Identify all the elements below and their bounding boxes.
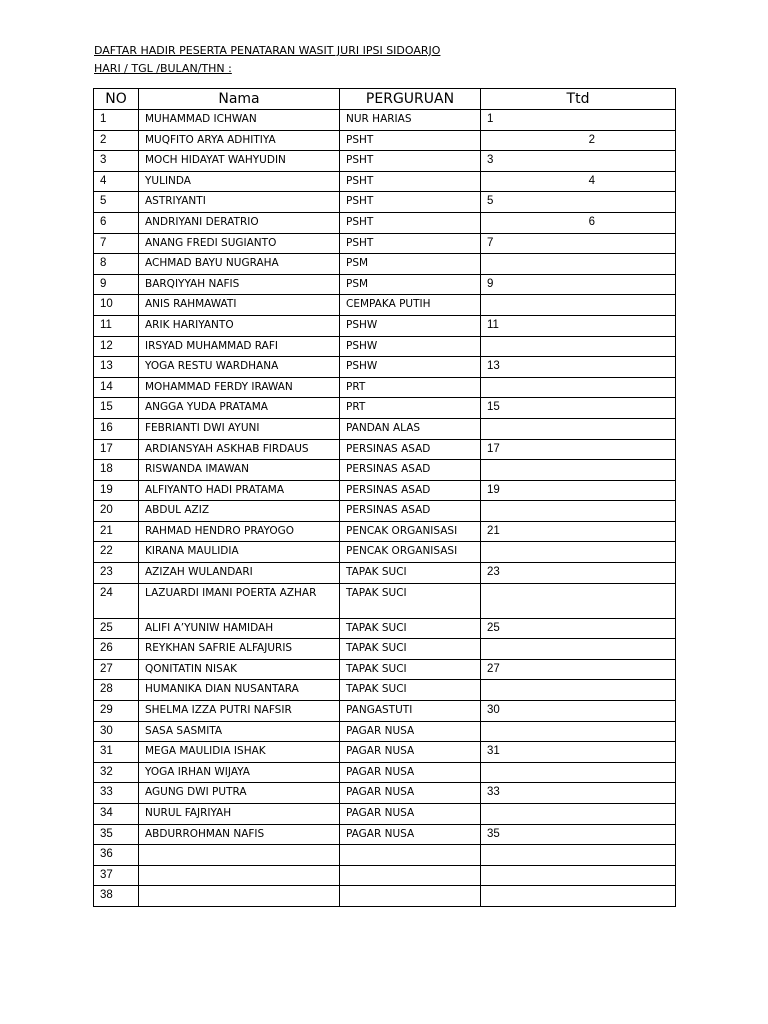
cell-nama: ARIK HARIYANTO: [139, 315, 340, 336]
cell-perguruan: PSHW: [340, 315, 481, 336]
cell-nama: FEBRIANTI DWI AYUNI: [139, 418, 340, 439]
header-nama: Nama: [139, 89, 340, 110]
cell-nama: [139, 865, 340, 886]
cell-perguruan: [340, 845, 481, 866]
cell-ttd: 13: [481, 357, 676, 378]
document-header: [94, 42, 440, 78]
cell-nama: YOGA RESTU WARDHANA: [139, 357, 340, 378]
cell-no: 13: [94, 357, 139, 378]
header-ttd: Ttd: [481, 89, 676, 110]
cell-no: 34: [94, 804, 139, 825]
cell-nama: ARDIANSYAH ASKHAB FIRDAUS: [139, 439, 340, 460]
cell-ttd: [481, 721, 676, 742]
cell-no: 5: [94, 192, 139, 213]
cell-perguruan: TAPAK SUCI: [340, 659, 481, 680]
cell-nama: QONITATIN NISAK: [139, 659, 340, 680]
cell-no: 36: [94, 845, 139, 866]
cell-perguruan: PSHT: [340, 192, 481, 213]
cell-no: 15: [94, 398, 139, 419]
cell-perguruan: CEMPAKA PUTIH: [340, 295, 481, 316]
cell-nama: RAHMAD HENDRO PRAYOGO: [139, 521, 340, 542]
cell-no: 20: [94, 501, 139, 522]
cell-no: 8: [94, 254, 139, 275]
table-row: [94, 886, 676, 907]
document-subtitle: HARI / TGL /BULAN/THN :: [94, 62, 232, 75]
table-header-row: [94, 89, 676, 110]
cell-perguruan: PENCAK ORGANISASI: [340, 542, 481, 563]
cell-nama: YULINDA: [139, 171, 340, 192]
cell-nama: AZIZAH WULANDARI: [139, 563, 340, 584]
cell-nama: MOCH HIDAYAT WAHYUDIN: [139, 151, 340, 172]
table-row: [94, 418, 676, 439]
cell-no: 7: [94, 233, 139, 254]
cell-no: 9: [94, 274, 139, 295]
table-row: [94, 721, 676, 742]
table-row: [94, 639, 676, 660]
cell-perguruan: PSM: [340, 274, 481, 295]
cell-ttd: 5: [481, 192, 676, 213]
cell-no: 38: [94, 886, 139, 907]
cell-perguruan: PSM: [340, 254, 481, 275]
table-row: [94, 742, 676, 763]
table-row: [94, 151, 676, 172]
cell-perguruan: PSHT: [340, 233, 481, 254]
cell-perguruan: PSHT: [340, 130, 481, 151]
table-row: [94, 618, 676, 639]
cell-ttd: 30: [481, 701, 676, 722]
cell-perguruan: PSHW: [340, 336, 481, 357]
cell-perguruan: TAPAK SUCI: [340, 563, 481, 584]
cell-ttd: 2: [481, 130, 676, 151]
cell-nama: HUMANIKA DIAN NUSANTARA: [139, 680, 340, 701]
cell-no: 23: [94, 563, 139, 584]
cell-nama: SHELMA IZZA PUTRI NAFSIR: [139, 701, 340, 722]
table-row: [94, 274, 676, 295]
cell-no: 18: [94, 460, 139, 481]
cell-nama: IRSYAD MUHAMMAD RAFI: [139, 336, 340, 357]
cell-nama: ANIS RAHMAWATI: [139, 295, 340, 316]
cell-nama: SASA SASMITA: [139, 721, 340, 742]
cell-nama: [139, 886, 340, 907]
cell-no: 30: [94, 721, 139, 742]
table-row: [94, 254, 676, 275]
table-row: [94, 762, 676, 783]
cell-ttd: [481, 804, 676, 825]
table-row: [94, 460, 676, 481]
cell-ttd: [481, 886, 676, 907]
table-row: [94, 357, 676, 378]
cell-perguruan: PENCAK ORGANISASI: [340, 521, 481, 542]
cell-ttd: 19: [481, 480, 676, 501]
cell-perguruan: PSHW: [340, 357, 481, 378]
cell-perguruan: PANGASTUTI: [340, 701, 481, 722]
cell-ttd: 4: [481, 171, 676, 192]
cell-perguruan: PRT: [340, 398, 481, 419]
cell-nama: MUQFITO ARYA ADHITIYA: [139, 130, 340, 151]
cell-ttd: [481, 680, 676, 701]
cell-ttd: 3: [481, 151, 676, 172]
cell-ttd: 23: [481, 563, 676, 584]
cell-perguruan: PERSINAS ASAD: [340, 480, 481, 501]
cell-nama: AGUNG DWI PUTRA: [139, 783, 340, 804]
cell-ttd: [481, 762, 676, 783]
table-row: [94, 680, 676, 701]
cell-perguruan: TAPAK SUCI: [340, 583, 481, 618]
cell-ttd: 6: [481, 212, 676, 233]
cell-nama: ASTRIYANTI: [139, 192, 340, 213]
cell-ttd: [481, 865, 676, 886]
header-no: NO: [94, 89, 139, 110]
table-row: [94, 171, 676, 192]
table-row: [94, 701, 676, 722]
cell-ttd: 11: [481, 315, 676, 336]
cell-no: 31: [94, 742, 139, 763]
cell-no: 32: [94, 762, 139, 783]
cell-nama: LAZUARDI IMANI POERTA AZHAR: [139, 583, 340, 618]
cell-no: 10: [94, 295, 139, 316]
cell-no: 27: [94, 659, 139, 680]
cell-no: 11: [94, 315, 139, 336]
cell-ttd: [481, 336, 676, 357]
cell-ttd: 7: [481, 233, 676, 254]
cell-ttd: [481, 583, 676, 618]
cell-no: 35: [94, 824, 139, 845]
cell-nama: KIRANA MAULIDIA: [139, 542, 340, 563]
cell-perguruan: NUR HARIAS: [340, 110, 481, 131]
cell-ttd: 27: [481, 659, 676, 680]
cell-perguruan: PAGAR NUSA: [340, 762, 481, 783]
cell-nama: REYKHAN SAFRIE ALFAJURIS: [139, 639, 340, 660]
cell-perguruan: TAPAK SUCI: [340, 680, 481, 701]
cell-ttd: [481, 501, 676, 522]
cell-no: 24: [94, 583, 139, 618]
cell-ttd: [481, 639, 676, 660]
cell-nama: [139, 845, 340, 866]
cell-no: 33: [94, 783, 139, 804]
table-row: [94, 130, 676, 151]
cell-no: 25: [94, 618, 139, 639]
cell-ttd: [481, 377, 676, 398]
cell-perguruan: PSHT: [340, 212, 481, 233]
cell-no: 6: [94, 212, 139, 233]
cell-nama: NURUL FAJRIYAH: [139, 804, 340, 825]
cell-perguruan: TAPAK SUCI: [340, 618, 481, 639]
table-row: [94, 480, 676, 501]
cell-nama: ANGGA YUDA PRATAMA: [139, 398, 340, 419]
cell-perguruan: PANDAN ALAS: [340, 418, 481, 439]
cell-perguruan: TAPAK SUCI: [340, 639, 481, 660]
cell-ttd: 17: [481, 439, 676, 460]
table-row: [94, 377, 676, 398]
cell-nama: ALIFI A’YUNIW HAMIDAH: [139, 618, 340, 639]
cell-no: 26: [94, 639, 139, 660]
table-row: [94, 398, 676, 419]
table-row: [94, 192, 676, 213]
cell-nama: ABDURROHMAN NAFIS: [139, 824, 340, 845]
table-row: [94, 845, 676, 866]
cell-no: 12: [94, 336, 139, 357]
cell-no: 29: [94, 701, 139, 722]
cell-nama: ABDUL AZIZ: [139, 501, 340, 522]
cell-no: 22: [94, 542, 139, 563]
table-row: [94, 521, 676, 542]
cell-no: 4: [94, 171, 139, 192]
cell-perguruan: PSHT: [340, 151, 481, 172]
table-row: [94, 336, 676, 357]
table-row: [94, 295, 676, 316]
cell-nama: MOHAMMAD FERDY IRAWAN: [139, 377, 340, 398]
cell-perguruan: PAGAR NUSA: [340, 721, 481, 742]
cell-nama: ANDRIYANI DERATRIO: [139, 212, 340, 233]
cell-perguruan: PAGAR NUSA: [340, 824, 481, 845]
cell-no: 14: [94, 377, 139, 398]
table-row: [94, 824, 676, 845]
table-row: [94, 865, 676, 886]
cell-no: 2: [94, 130, 139, 151]
cell-ttd: 1: [481, 110, 676, 131]
cell-no: 17: [94, 439, 139, 460]
table-row: [94, 212, 676, 233]
cell-ttd: [481, 460, 676, 481]
header-perguruan: PERGURUAN: [340, 89, 481, 110]
cell-ttd: 9: [481, 274, 676, 295]
cell-ttd: [481, 418, 676, 439]
cell-no: 21: [94, 521, 139, 542]
cell-perguruan: PERSINAS ASAD: [340, 439, 481, 460]
cell-ttd: [481, 254, 676, 275]
cell-no: 16: [94, 418, 139, 439]
cell-ttd: [481, 295, 676, 316]
attendance-table: [93, 88, 676, 907]
table-row: [94, 439, 676, 460]
cell-nama: YOGA IRHAN WIJAYA: [139, 762, 340, 783]
cell-perguruan: PAGAR NUSA: [340, 742, 481, 763]
cell-perguruan: [340, 865, 481, 886]
cell-ttd: 33: [481, 783, 676, 804]
cell-nama: RISWANDA IMAWAN: [139, 460, 340, 481]
cell-no: 19: [94, 480, 139, 501]
cell-nama: BARQIYYAH NAFIS: [139, 274, 340, 295]
cell-nama: MUHAMMAD ICHWAN: [139, 110, 340, 131]
table-body: [94, 110, 676, 907]
cell-no: 37: [94, 865, 139, 886]
cell-ttd: [481, 845, 676, 866]
table-row: [94, 110, 676, 131]
cell-nama: ANANG FREDI SUGIANTO: [139, 233, 340, 254]
cell-nama: ACHMAD BAYU NUGRAHA: [139, 254, 340, 275]
cell-nama: MEGA MAULIDIA ISHAK: [139, 742, 340, 763]
table-row: [94, 501, 676, 522]
cell-ttd: 21: [481, 521, 676, 542]
cell-perguruan: PERSINAS ASAD: [340, 460, 481, 481]
cell-nama: ALFIYANTO HADI PRATAMA: [139, 480, 340, 501]
cell-no: 28: [94, 680, 139, 701]
cell-ttd: 31: [481, 742, 676, 763]
cell-perguruan: PERSINAS ASAD: [340, 501, 481, 522]
document-title: DAFTAR HADIR PESERTA PENATARAN WASIT JURI IPSI SIDOARJO: [94, 44, 441, 57]
cell-perguruan: PAGAR NUSA: [340, 804, 481, 825]
cell-perguruan: [340, 886, 481, 907]
cell-ttd: [481, 542, 676, 563]
table-row: [94, 233, 676, 254]
table-row: [94, 583, 676, 618]
cell-ttd: 25: [481, 618, 676, 639]
cell-no: 1: [94, 110, 139, 131]
table-row: [94, 783, 676, 804]
table-row: [94, 659, 676, 680]
table-row: [94, 315, 676, 336]
cell-perguruan: PSHT: [340, 171, 481, 192]
table-row: [94, 542, 676, 563]
table-row: [94, 563, 676, 584]
cell-ttd: 35: [481, 824, 676, 845]
table-row: [94, 804, 676, 825]
cell-perguruan: PRT: [340, 377, 481, 398]
cell-ttd: 15: [481, 398, 676, 419]
cell-perguruan: PAGAR NUSA: [340, 783, 481, 804]
cell-no: 3: [94, 151, 139, 172]
